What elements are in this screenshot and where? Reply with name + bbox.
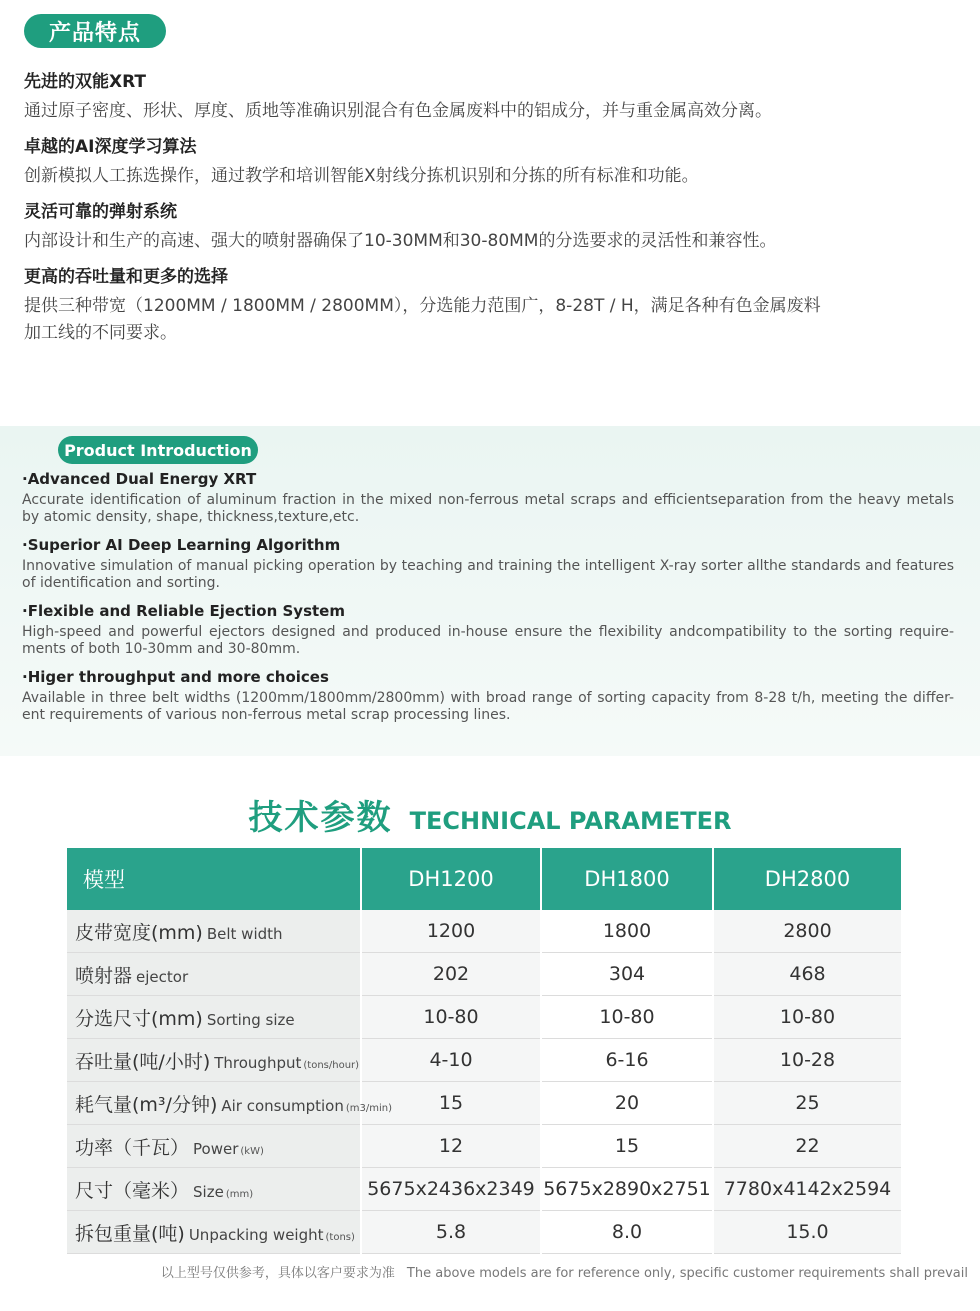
intro-list — [22, 466, 954, 730]
tech-heading — [0, 790, 980, 839]
table-cell: 12 — [361, 1125, 541, 1168]
table-cell: 2800 — [713, 910, 901, 953]
footnote-zh: 以上型号仅供参考，具体以客户要求为准 — [160, 1266, 395, 1281]
column-header: DH1200 — [361, 848, 541, 910]
table-row — [67, 910, 901, 953]
intro-body: High-speed and powerful ejectors designed and produced in-house ensure the flexibility andcompatibility to the sorting require-ments of both 10-30mm and 30-80mm. — [22, 624, 954, 657]
intro-body: Accurate identification of aluminum fraction in the mixed non-ferrous metal scraps and efficientseparation from the heavy metals by atomic density, shape, thickness,texture,etc. — [22, 492, 954, 525]
row-label-unit: (kW) — [240, 1145, 264, 1157]
table-row — [67, 1168, 901, 1211]
table-cell: 468 — [713, 953, 901, 996]
table-cell: 10-28 — [713, 1039, 901, 1082]
row-label-zh: 拆包重量(吨) — [75, 1222, 185, 1245]
intro-title: ·Advanced Dual Energy XRT — [22, 470, 257, 488]
table-row — [67, 1211, 901, 1254]
table-cell: 5.8 — [361, 1211, 541, 1254]
row-label-unit: (mm) — [225, 1188, 254, 1200]
table-cell: 202 — [361, 953, 541, 996]
row-label — [67, 1125, 361, 1168]
intro-title: ·Higer throughput and more choices — [22, 668, 329, 686]
intro-body: Available in three belt widths (1200mm/1800mm/2800mm) with broad range of sorting capacity from 8-28 t/h, meeting the differ-ent requirements of various non-ferrous metal scrap processing lines. — [22, 690, 954, 723]
row-label-zh: 喷射器 — [75, 964, 133, 987]
table-cell: 5675x2436x2349 — [361, 1168, 541, 1211]
row-label-unit: (tons) — [325, 1231, 355, 1243]
row-label-en: Power — [193, 1139, 239, 1158]
feature-title: 更高的吞吐量和更多的选择 — [24, 267, 228, 287]
row-label-zh: 功率（千瓦） — [75, 1136, 190, 1159]
table-cell: 20 — [541, 1082, 713, 1125]
table-cell: 10-80 — [361, 996, 541, 1039]
column-header: DH1800 — [541, 848, 713, 910]
row-label-zh: 尺寸（毫米） — [75, 1179, 190, 1202]
intro-title: ·Superior AI Deep Learning Algorithm — [22, 536, 341, 554]
table-cell: 7780x4142x2594 — [713, 1168, 901, 1211]
row-label-unit: (m3/min) — [345, 1102, 392, 1114]
feature-title: 先进的双能XRT — [24, 72, 147, 92]
table-cell: 15.0 — [713, 1211, 901, 1254]
table-row — [67, 1125, 901, 1168]
table-cell: 10-80 — [541, 996, 713, 1039]
spec-table — [67, 848, 901, 1254]
row-label-unit: (tons/hour) — [303, 1059, 360, 1071]
feature-body: 内部设计和生产的高速、强大的喷射器确保了10-30MM和30-80MM的分选要求的灵活性和兼容性。 — [24, 231, 777, 251]
row-label — [67, 953, 361, 996]
footnote-en: The above models are for reference only, specific customer requirements shall prevail — [406, 1266, 968, 1281]
row-label-zh: 耗气量(m³/分钟) — [75, 1093, 218, 1116]
column-header: DH2800 — [713, 848, 901, 910]
table-cell: 5675x2890x2751 — [541, 1168, 713, 1211]
table-row — [67, 953, 901, 996]
row-label-zh: 分选尺寸(mm) — [75, 1007, 203, 1030]
feature-body: 提供三种带宽（1200MM / 1800MM / 2800MM），分选能力范围广，8-28T / H，满足各种有色金属废料 — [24, 296, 821, 316]
table-cell: 15 — [361, 1082, 541, 1125]
row-label-en: ejector — [136, 967, 189, 986]
tech-title-zh: 技术参数 — [248, 798, 393, 838]
table-row — [67, 1039, 901, 1082]
row-label — [67, 1168, 361, 1211]
table-cell: 1800 — [541, 910, 713, 953]
row-label — [67, 910, 361, 953]
row-label — [67, 1082, 392, 1125]
row-label — [67, 1211, 361, 1254]
table-cell: 1200 — [361, 910, 541, 953]
table-cell: 304 — [541, 953, 713, 996]
product-introduction-section — [0, 426, 980, 756]
table-cell: 8.0 — [541, 1211, 713, 1254]
feature-body: 加工线的不同要求。 — [24, 323, 177, 343]
intro-title: ·Flexible and Reliable Ejection System — [22, 602, 345, 620]
row-label — [67, 996, 361, 1039]
row-label-en: Sorting size — [206, 1010, 295, 1029]
row-label-en: Belt width — [206, 924, 283, 943]
row-label-en: Unpacking weight — [188, 1225, 324, 1244]
features-cn-list — [24, 66, 954, 347]
row-label-zh: 吞吐量(吨/小时) — [75, 1050, 211, 1073]
table-row — [67, 996, 901, 1039]
row-label — [67, 1039, 361, 1082]
column-header: 模型 — [67, 848, 361, 910]
feature-title: 灵活可靠的弹射系统 — [24, 202, 177, 222]
row-label-en: Air consumption — [221, 1096, 344, 1115]
feature-body: 通过原子密度、形状、厚度、质地等准确识别混合有色金属废料中的铝成分，并与重金属高效分离。 — [24, 101, 772, 121]
table-cell: 6-16 — [541, 1039, 713, 1082]
table-row — [67, 1082, 901, 1125]
feature-body: 创新模拟人工拣选操作，通过教学和培训智能X射线分拣机识别和分拣的所有标准和功能。 — [24, 166, 699, 186]
row-label-en: Throughput — [214, 1053, 302, 1072]
intro-badge: Product Introduction — [58, 436, 258, 464]
tech-title-en: TECHNICAL PARAMETER — [409, 807, 732, 835]
table-cell: 22 — [713, 1125, 901, 1168]
feature-title: 卓越的AI深度学习算法 — [24, 137, 197, 157]
table-cell: 10-80 — [713, 996, 901, 1039]
table-cell: 15 — [541, 1125, 713, 1168]
features-badge: 产品特点 — [24, 14, 166, 48]
table-cell: 25 — [713, 1082, 901, 1125]
table-header-row — [67, 848, 901, 910]
footnote — [0, 1262, 968, 1281]
row-label-en: Size — [193, 1182, 224, 1201]
intro-body: Innovative simulation of manual picking operation by teaching and training the intelligent X-ray sorter allthe standards and features of identification and sorting. — [22, 558, 954, 591]
table-cell: 4-10 — [361, 1039, 541, 1082]
row-label-zh: 皮带宽度(mm) — [75, 921, 203, 944]
